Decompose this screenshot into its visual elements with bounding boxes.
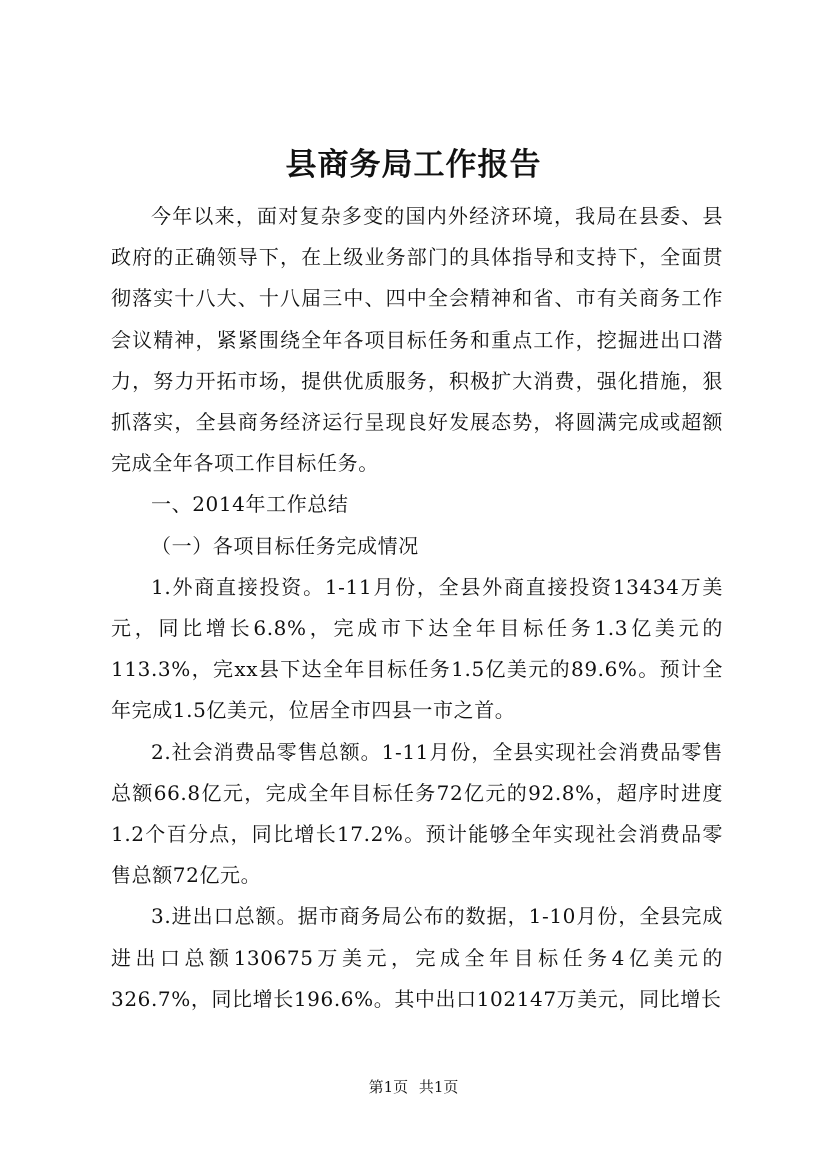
paragraph-foreign-investment: 1.外商直接投资。1-11月份，全县外商直接投资13434万美元，同比增长6.8%，完成市下达全年目标任务1.3亿美元的113.3%，完xx县下达全年目标任务1.5亿美元的89.6%。预计全年完成1.5亿美元，位居全市四县一市之首。 <box>111 574 723 723</box>
subsection-heading: （一）各项目标任务完成情况 <box>151 533 419 558</box>
document-title: 县商务局工作报告 <box>285 147 542 183</box>
section-heading: 一、2014年工作总结 <box>151 492 349 517</box>
paragraph-intro: 今年以来，面对复杂多变的国内外经济环境，我局在县委、县政府的正确领导下，在上级业务部门的具体指导和支持下，全面贯彻落实十八大、十八届三中、四中全会精神和省、市有关商务工作会议精神，紧紧围绕全年各项目标任务和重点工作，挖掘进出口潜力，努力开拓市场，提供优质服务，积极扩大消费，强化措施，狠抓落实，全县商务经济运行呈现良好发展态势，将圆满完成或超额完成全年各项工作目标任务。 <box>111 204 723 476</box>
page-footer <box>0 1077 827 1097</box>
document-body <box>111 196 723 1020</box>
paragraph-retail-sales: 2.社会消费品零售总额。1-11月份，全县实现社会消费品零售总额66.8亿元，完成全年目标任务72亿元的92.8%，超序时进度1.2个百分点，同比增长17.2%。预计能够全年实现社会消费品零售总额72亿元。 <box>111 739 723 888</box>
paragraph-import-export: 3.进出口总额。据市商务局公布的数据，1-10月份，全县完成进出口总额130675万美元，完成全年目标任务4亿美元的326.7%，同比增长196.6%。其中出口102147万美元，同比增长 <box>111 904 723 1011</box>
page-number: 第1页 <box>368 1078 409 1096</box>
page-total: 共1页 <box>418 1078 459 1096</box>
